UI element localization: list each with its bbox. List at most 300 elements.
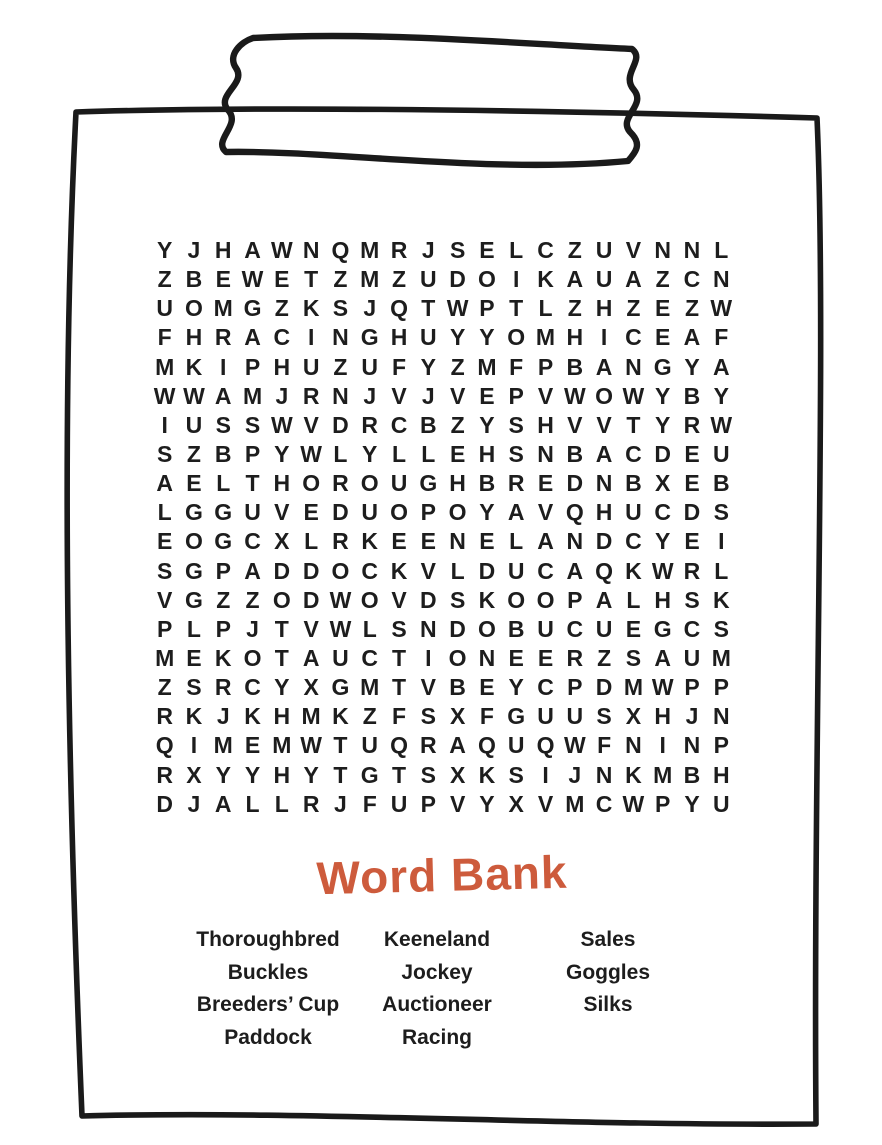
grid-letter: Y: [362, 440, 378, 467]
grid-letter: A: [537, 528, 554, 555]
grid-letter: E: [420, 528, 436, 555]
grid-letter: Z: [450, 353, 465, 380]
grid-letter: C: [361, 644, 379, 671]
grid-letter: Q: [477, 732, 496, 759]
grid-row: [150, 294, 736, 323]
grid-letter: C: [537, 237, 554, 263]
grid-letter: Z: [567, 237, 582, 263]
word-bank-item: Breeders’ Cup: [196, 993, 340, 1016]
grid-letter: U: [156, 295, 173, 322]
grid-letter: V: [449, 382, 466, 409]
grid-letter: V: [303, 411, 319, 438]
grid-letter: C: [537, 674, 554, 701]
grid-letter: X: [274, 528, 290, 555]
grid-letter: D: [683, 499, 701, 526]
grid-letter: S: [684, 586, 700, 613]
grid-letter: P: [156, 615, 173, 642]
grid-letter: S: [420, 703, 436, 730]
grid-letter: G: [214, 499, 233, 526]
grid-letter: E: [537, 470, 554, 497]
grid-row: [150, 411, 736, 440]
grid-letter: U: [361, 353, 379, 380]
grid-letter: E: [655, 295, 671, 322]
grid-letter: H: [273, 703, 291, 730]
grid-letter: U: [390, 470, 408, 497]
grid-letter: A: [244, 557, 261, 584]
grid-letter: R: [683, 557, 701, 584]
grid-letter: A: [214, 382, 232, 409]
grid-letter: E: [186, 470, 202, 497]
grid-letter: H: [537, 411, 554, 438]
grid-letter: S: [391, 615, 407, 642]
grid-letter: T: [626, 411, 641, 438]
grid-letter: Z: [597, 644, 612, 671]
grid-letter: L: [391, 440, 407, 467]
word-bank-item: Silks: [583, 993, 633, 1016]
grid-letter: F: [391, 703, 407, 730]
grid-letter: V: [391, 586, 407, 613]
grid-letter: S: [420, 761, 436, 788]
grid-letter: L: [157, 499, 172, 526]
grid-letter: Y: [303, 761, 319, 788]
grid-letter: L: [509, 528, 524, 555]
grid-letter: U: [390, 790, 408, 817]
grid-letter: O: [331, 557, 350, 584]
grid-letter: J: [187, 790, 201, 817]
grid-letter: D: [302, 586, 320, 613]
grid-letter: L: [626, 586, 641, 613]
grid-letter: Z: [186, 440, 201, 467]
grid-letter: Z: [567, 295, 582, 322]
grid-letter: M: [301, 703, 321, 730]
grid-letter: W: [651, 674, 674, 701]
grid-letter: Q: [536, 732, 555, 759]
grid-letter: H: [185, 324, 203, 351]
grid-letter: N: [654, 237, 671, 263]
grid-letter: P: [244, 440, 261, 467]
grid-letter: X: [655, 470, 671, 497]
grid-letter: T: [274, 615, 289, 642]
grid-letter: V: [537, 382, 554, 409]
grid-letter: H: [654, 586, 671, 613]
grid-letter: I: [513, 266, 520, 293]
grid-letter: X: [303, 674, 319, 701]
grid-letter: W: [622, 790, 645, 817]
grid-letter: H: [390, 324, 408, 351]
grid-letter: V: [449, 790, 466, 817]
grid-letter: D: [156, 790, 173, 817]
grid-letter: J: [421, 382, 435, 409]
grid-letter: B: [566, 440, 584, 467]
grid-letter: I: [190, 732, 198, 759]
grid-letter: C: [625, 440, 642, 467]
grid-letter: B: [625, 470, 642, 497]
grid-letter: U: [625, 499, 642, 526]
grid-letter: E: [244, 732, 261, 759]
grid-letter: Z: [684, 295, 700, 322]
grid-row: [150, 323, 736, 352]
grid-letter: U: [537, 615, 554, 642]
grid-row: [150, 469, 736, 498]
grid-letter: R: [302, 790, 320, 817]
grid-letter: J: [568, 761, 582, 788]
grid-letter: X: [625, 703, 642, 730]
grid-letter: G: [360, 324, 379, 351]
grid-letter: N: [712, 703, 730, 730]
grid-letter: E: [479, 528, 495, 555]
grid-letter: R: [566, 644, 584, 671]
grid-letter: X: [186, 761, 202, 788]
grid-letter: V: [625, 237, 642, 263]
grid-letter: G: [507, 703, 526, 730]
grid-letter: C: [595, 790, 613, 817]
grid-letter: U: [507, 557, 525, 584]
grid-letter: J: [685, 703, 699, 730]
grid-letter: X: [508, 790, 524, 817]
grid-letter: K: [185, 703, 203, 730]
grid-letter: F: [509, 353, 524, 380]
grid-letter: A: [683, 324, 701, 351]
grid-letter: M: [477, 353, 497, 380]
grid-letter: U: [683, 644, 701, 671]
grid-letter: R: [420, 732, 437, 759]
grid-row: [150, 790, 736, 819]
grid-letter: I: [718, 528, 725, 555]
grid-letter: U: [302, 353, 320, 380]
grid-letter: Z: [333, 266, 348, 293]
grid-letter: M: [653, 761, 673, 788]
grid-row: [150, 382, 736, 411]
grid-row: [150, 353, 736, 382]
grid-letter: O: [477, 615, 496, 642]
grid-letter: K: [361, 528, 379, 555]
grid-letter: E: [479, 674, 495, 701]
grid-letter: S: [713, 499, 729, 526]
grid-letter: R: [302, 382, 320, 409]
grid-letter: P: [567, 586, 583, 613]
grid-letter: U: [566, 703, 584, 730]
grid-letter: U: [595, 615, 613, 642]
grid-letter: I: [600, 324, 608, 351]
grid-letter: W: [241, 266, 264, 293]
grid-letter: H: [595, 499, 613, 526]
grid-letter: P: [508, 382, 524, 409]
grid-letter: Y: [684, 790, 700, 817]
grid-letter: W: [270, 411, 293, 438]
word-bank-item: Buckles: [227, 960, 309, 984]
grid-letter: C: [244, 528, 261, 555]
grid-letter: C: [566, 615, 584, 642]
grid-letter: Q: [390, 732, 408, 759]
grid-letter: Y: [508, 674, 524, 701]
grid-letter: A: [654, 644, 671, 671]
grid-letter: L: [304, 528, 319, 555]
grid-letter: N: [712, 266, 730, 293]
grid-letter: B: [683, 761, 701, 788]
grid-letter: J: [275, 382, 289, 409]
grid-letter: V: [596, 411, 612, 438]
grid-letter: V: [391, 382, 407, 409]
grid-letter: D: [449, 615, 466, 642]
grid-row: [150, 557, 736, 586]
grid-letter: H: [273, 761, 291, 788]
grid-letter: C: [244, 674, 261, 701]
grid-row: [150, 498, 736, 527]
grid-letter: M: [213, 732, 233, 759]
word-bank-item: Sales: [580, 928, 636, 951]
word-bank-item: Racing: [401, 1025, 472, 1049]
grid-letter: A: [566, 266, 584, 293]
grid-letter: V: [537, 499, 554, 526]
grid-letter: G: [243, 295, 262, 322]
grid-letter: K: [625, 761, 642, 788]
grid-letter: N: [302, 237, 320, 263]
grid-letter: O: [448, 499, 467, 526]
grid-letter: Q: [565, 499, 584, 526]
grid-letter: Z: [333, 353, 348, 380]
grid-letter: I: [425, 644, 432, 671]
grid-letter: S: [186, 674, 202, 701]
word-bank-item: Goggles: [565, 960, 650, 984]
grid-letter: E: [156, 528, 173, 555]
grid-letter: N: [537, 440, 554, 467]
grid-letter: Z: [157, 266, 172, 293]
grid-letter: K: [244, 703, 261, 730]
grid-letter: R: [507, 470, 525, 497]
grid-letter: A: [244, 237, 261, 263]
grid-letter: Y: [713, 382, 729, 409]
grid-letter: C: [625, 324, 642, 351]
grid-letter: M: [623, 674, 643, 701]
grid-letter: F: [597, 732, 612, 759]
grid-letter: W: [300, 732, 322, 759]
grid-letter: W: [329, 586, 352, 613]
grid-letter: D: [420, 586, 437, 613]
grid-letter: E: [479, 382, 495, 409]
grid-letter: B: [566, 353, 584, 380]
grid-letter: Y: [156, 237, 173, 263]
grid-letter: P: [713, 674, 729, 701]
grid-letter: Z: [157, 674, 172, 701]
grid-letter: E: [479, 237, 495, 263]
grid-letter: I: [542, 761, 549, 788]
grid-letter: R: [683, 411, 701, 438]
grid-letter: F: [157, 324, 172, 351]
grid-letter: P: [567, 674, 583, 701]
grid-letter: P: [244, 353, 261, 380]
grid-letter: D: [566, 470, 584, 497]
grid-letter: N: [625, 353, 642, 380]
grid-letter: E: [449, 440, 466, 467]
grid-letter: T: [333, 732, 348, 759]
grid-letter: Y: [479, 790, 495, 817]
grid-letter: V: [567, 411, 583, 438]
grid-letter: T: [421, 295, 436, 322]
grid-letter: O: [448, 644, 467, 671]
grid-letter: O: [243, 644, 262, 671]
grid-letter: V: [303, 615, 319, 642]
grid-letter: S: [625, 644, 642, 671]
grid-letter: N: [595, 761, 613, 788]
grid-letter: D: [332, 499, 349, 526]
grid-letter: F: [362, 790, 377, 817]
grid-letter: L: [245, 790, 260, 817]
grid-letter: E: [186, 644, 202, 671]
word-bank-item: Auctioneer: [382, 993, 492, 1016]
grid-letter: M: [360, 674, 380, 701]
grid-letter: O: [272, 586, 291, 613]
grid-letter: X: [449, 761, 466, 788]
grid-row: [150, 673, 736, 702]
grid-row: [150, 236, 736, 265]
grid-letter: P: [684, 674, 700, 701]
grid-letter: I: [161, 411, 168, 438]
grid-letter: H: [478, 440, 496, 467]
grid-letter: V: [420, 557, 436, 584]
grid-letter: G: [360, 761, 379, 788]
grid-letter: A: [595, 353, 613, 380]
grid-letter: E: [274, 266, 290, 293]
grid-letter: V: [156, 586, 173, 613]
grid-letter: E: [684, 528, 700, 555]
grid-row: [150, 265, 736, 294]
grid-letter: Y: [479, 499, 495, 526]
grid-letter: N: [478, 644, 496, 671]
grid-row: [150, 527, 736, 556]
grid-letter: Q: [390, 295, 408, 322]
grid-letter: I: [659, 732, 666, 759]
grid-letter: S: [596, 703, 612, 730]
grid-letter: U: [712, 440, 730, 467]
grid-letter: F: [391, 353, 407, 380]
grid-row: [150, 644, 736, 673]
grid-letter: F: [479, 703, 494, 730]
grid-letter: S: [332, 295, 349, 322]
grid-letter: T: [304, 266, 319, 293]
grid-letter: N: [332, 324, 349, 351]
grid-letter: G: [214, 528, 233, 555]
grid-letter: R: [361, 411, 379, 438]
grid-letter: Y: [274, 440, 290, 467]
grid-letter: C: [273, 324, 291, 351]
grid-letter: G: [653, 615, 672, 642]
grid-letter: B: [449, 674, 466, 701]
grid-row: [150, 731, 736, 760]
grid-letter: U: [420, 266, 437, 293]
grid-letter: P: [420, 790, 436, 817]
grid-letter: L: [186, 615, 201, 642]
grid-letter: P: [713, 732, 729, 759]
grid-letter: K: [302, 295, 320, 322]
grid-letter: R: [332, 528, 349, 555]
grid-letter: M: [213, 295, 233, 322]
grid-letter: S: [449, 237, 466, 263]
grid-letter: S: [713, 615, 729, 642]
grid-letter: N: [449, 528, 466, 555]
grid-letter: J: [421, 237, 435, 263]
grid-letter: Q: [331, 237, 350, 263]
grid-row: [150, 615, 736, 644]
grid-letter: H: [566, 324, 584, 351]
grid-letter: M: [565, 790, 585, 817]
grid-letter: S: [508, 411, 524, 438]
grid-letter: W: [710, 295, 733, 322]
grid-letter: C: [654, 499, 671, 526]
grid-letter: H: [273, 470, 291, 497]
grid-letter: K: [185, 353, 203, 380]
word-bank-item: Paddock: [224, 1025, 312, 1049]
grid-letter: K: [478, 586, 496, 613]
grid-letter: A: [566, 557, 584, 584]
grid-letter: G: [653, 353, 672, 380]
grid-letter: E: [215, 266, 231, 293]
grid-letter: E: [684, 470, 700, 497]
tape-decoration: [222, 36, 637, 165]
grid-letter: W: [446, 295, 469, 322]
grid-letter: E: [655, 324, 671, 351]
grid-letter: R: [156, 761, 173, 788]
grid-letter: G: [419, 470, 438, 497]
grid-letter: U: [595, 266, 613, 293]
grid-letter: E: [303, 499, 319, 526]
grid-letter: R: [332, 470, 349, 497]
word-search-grid: [150, 236, 736, 819]
grid-letter: A: [625, 266, 642, 293]
grid-letter: U: [537, 703, 554, 730]
grid-letter: U: [244, 499, 261, 526]
grid-letter: D: [595, 674, 613, 701]
grid-letter: N: [683, 237, 701, 263]
grid-letter: T: [391, 761, 407, 788]
grid-letter: Y: [479, 411, 495, 438]
grid-letter: Q: [155, 732, 174, 759]
grid-letter: A: [712, 353, 730, 380]
grid-letter: S: [215, 411, 231, 438]
grid-letter: C: [390, 411, 408, 438]
grid-letter: R: [390, 237, 408, 263]
grid-letter: Z: [274, 295, 289, 322]
grid-letter: K: [712, 586, 730, 613]
grid-letter: E: [537, 644, 554, 671]
grid-letter: H: [273, 353, 291, 380]
grid-letter: Q: [595, 557, 614, 584]
word-bank-column-3: [498, 924, 718, 1022]
grid-letter: G: [331, 674, 350, 701]
grid-letter: S: [449, 586, 466, 613]
grid-letter: Y: [655, 382, 671, 409]
grid-letter: Y: [479, 324, 495, 351]
grid-letter: A: [595, 586, 613, 613]
grid-letter: U: [332, 644, 349, 671]
grid-letter: C: [537, 557, 554, 584]
grid-row: [150, 702, 736, 731]
grid-letter: R: [156, 703, 173, 730]
grid-letter: P: [420, 499, 436, 526]
grid-letter: L: [714, 237, 729, 263]
grid-letter: O: [360, 586, 379, 613]
grid-letter: U: [507, 732, 525, 759]
grid-letter: D: [273, 557, 291, 584]
grid-letter: M: [711, 644, 731, 671]
grid-letter: Z: [362, 703, 377, 730]
grid-letter: W: [622, 382, 645, 409]
grid-letter: L: [538, 295, 553, 322]
grid-letter: P: [655, 790, 671, 817]
grid-letter: A: [156, 470, 173, 497]
grid-letter: W: [563, 382, 586, 409]
grid-letter: N: [595, 470, 613, 497]
grid-letter: Y: [274, 674, 290, 701]
